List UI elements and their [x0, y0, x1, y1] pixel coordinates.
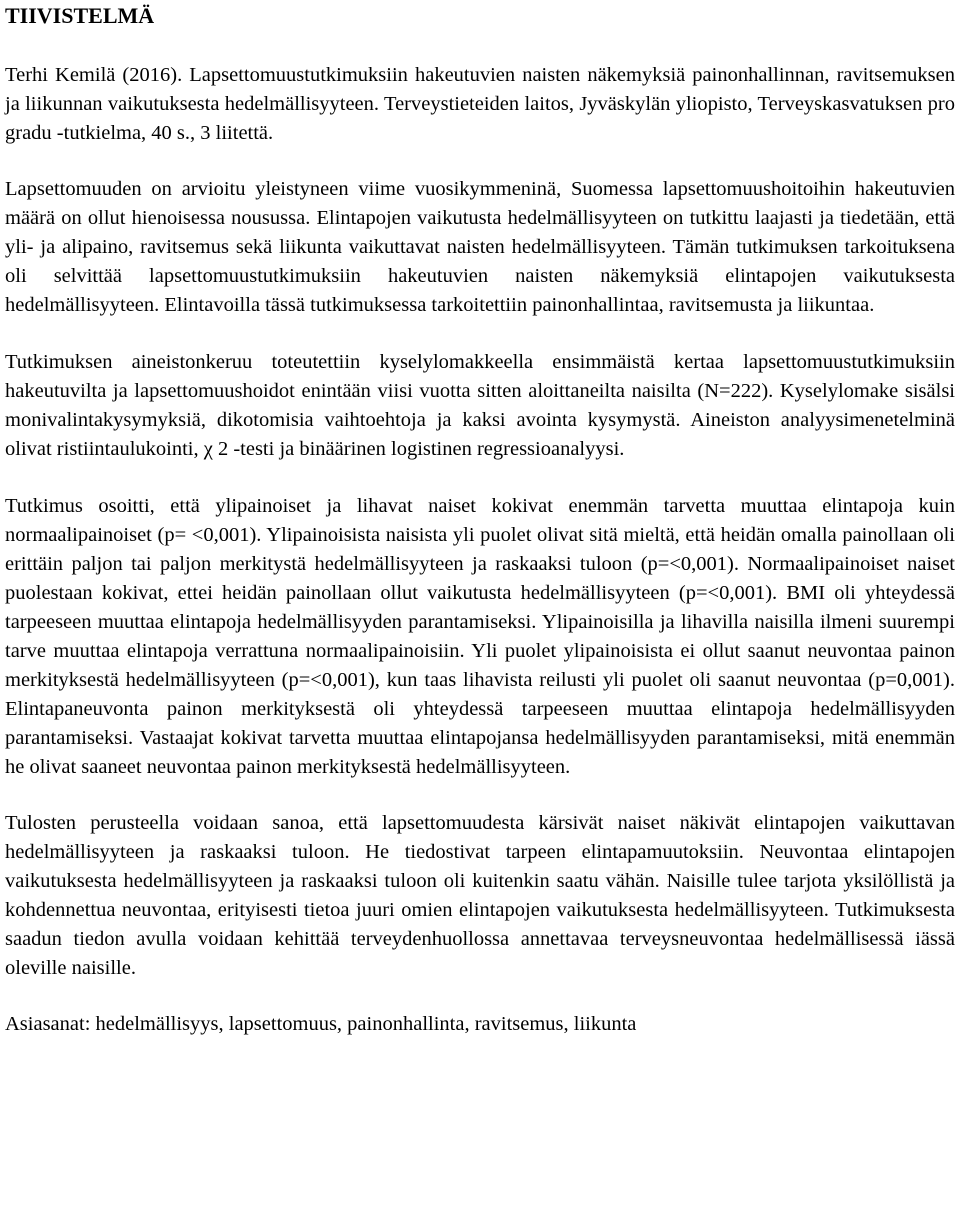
citation-paragraph: Terhi Kemilä (2016). Lapsettomuustutkimuksiin hakeutuvien naisten näkemyksiä painonhallinnan, ravitsemuksen ja liikunnan vaikutuksesta hedelmällisyyteen. Terveystieteiden laitos, Jyväskylän yliopisto, Terveyskasvatuksen pro gradu -tutkielma, 40 s., 3 liitettä.: [5, 64, 955, 144]
background-paragraph: Lapsettomuuden on arvioitu yleistyneen viime vuosikymmeninä, Suomessa lapsettomuushoitoihin hakeutuvien määrä on ollut hienoisessa nousussa. Elintapojen vaikutusta hedelmällisyyteen on tutkittu laajasti ja tiedetään, että yli- ja alipaino, ravitsemus sekä liikunta vaikuttavat naisten hedelmällisyyteen. Tämän tutkimuksen tarkoituksena oli selvittää lapsettomuustutkimuksiin hakeutuvien naisten näkemyksiä elintapojen vaikutuksesta hedelmällisyyteen. Elintavoilla tässä tutkimuksessa tarkoitettiin painonhallintaa, ravitsemusta ja liikuntaa.: [5, 178, 955, 316]
abstract-page: [5, 0, 955, 1039]
page-title: TIIVISTELMÄ: [5, 3, 155, 28]
methods-paragraph: Tutkimuksen aineistonkeruu toteutettiin kyselylomakkeella ensimmäistä kertaa lapsettomuustutkimuksiin hakeutuvilta ja lapsettomuushoidot enintään viisi vuotta sitten aloittaneilta naisilta (N=222). Kyselylomake sisälsi monivalintakysymyksiä, dikotomisia vaihtoehtoja ja kaksi avointa kysymystä. Aineiston analyysimenetelminä olivat ristiintaulukointi, χ 2 -testi ja binäärinen logistinen regressioanalyysi.: [5, 351, 955, 460]
conclusions-paragraph: Tulosten perusteella voidaan sanoa, että lapsettomuudesta kärsivät naiset näkivät elintapojen vaikuttavan hedelmällisyyteen ja raskaaksi tuloon. He tiedostivat tarpeen elintapamuutoksiin. Neuvontaa elintapojen vaikutuksesta hedelmällisyyteen ja raskaaksi tuloon oli kuitenkin saatu vähän. Naisille tulee tarjota yksilöllistä ja kohdennettua neuvontaa, erityisesti tietoa juuri omien elintapojen vaikutuksesta hedelmällisyyteen. Tutkimuksesta saadun tiedon avulla voidaan kehittää terveydenhuollossa annettavaa terveysneuvontaa hedelmällisessä iässä oleville naisille.: [5, 812, 955, 979]
keywords-line: Asiasanat: hedelmällisyys, lapsettomuus, painonhallinta, ravitsemus, liikunta: [5, 1013, 637, 1035]
results-paragraph: Tutkimus osoitti, että ylipainoiset ja lihavat naiset kokivat enemmän tarvetta muuttaa elintapoja kuin normaalipainoiset (p= <0,001). Ylipainoisista naisista yli puolet olivat sitä mieltä, että heidän omalla painollaan oli erittäin paljon tai paljon merkitystä hedelmällisyyteen ja raskaaksi tuloon (p=<0,001). Normaalipainoiset naiset puolestaan kokivat, ettei heidän painollaan ollut vaikutusta hedelmällisyyteen (p=<0,001). BMI oli yhteydessä tarpeeseen muuttaa elintapoja hedelmällisyyden parantamiseksi. Ylipainoisilla ja lihavilla naisilla ilmeni suurempi tarve muuttaa elintapoja verrattuna normaalipainoisiin. Yli puolet ylipainoisista ei ollut saanut neuvontaa painon merkityksestä hedelmällisyyteen (p=<0,001), kun taas lihavista reilusti yli puolet oli saanut neuvontaa (p=0,001). Elintapaneuvonta painon merkityksestä oli yhteydessä tarpeeseen muuttaa elintapoja hedelmällisyyden parantamiseksi. Vastaajat kokivat tarvetta muuttaa elintapojansa hedelmällisyyden parantamiseksi, mitä enemmän he olivat saaneet neuvontaa painon merkityksestä hedelmällisyyteen.: [5, 495, 955, 778]
